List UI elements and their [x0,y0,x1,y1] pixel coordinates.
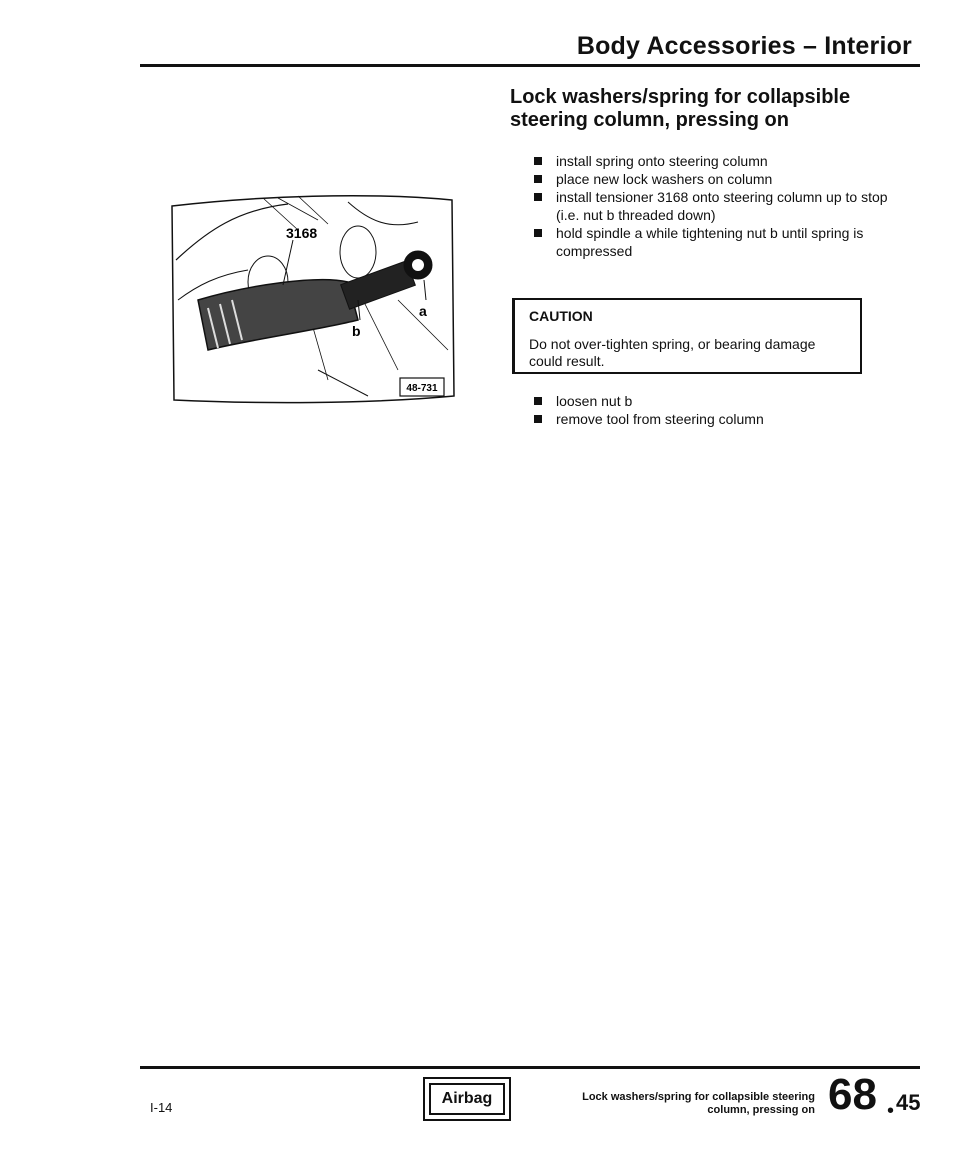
tensioner-illustration [168,190,456,405]
section-title-line-1: Lock washers/spring for collapsible [510,86,851,108]
instruction-step: loosen nut b [530,392,910,410]
label-a: a [419,303,427,319]
figure-code: 48-731 [406,383,438,394]
section-title [510,86,930,132]
instruction-list-before [530,152,910,260]
header-rule [140,64,920,67]
caution-text: Do not over-tighten spring, or bearing damage could result. [529,336,816,369]
footer-rule [140,1066,920,1069]
leader-line-a [424,280,426,300]
switch-ring [340,226,376,278]
steering-column-drawing [168,190,456,405]
column-housing-lines [318,370,368,396]
caution-label: CAUTION [529,308,593,324]
page-header-title: Body Accessories – Interior [576,32,912,60]
instruction-step: remove tool from steering column [530,410,910,428]
instruction-step: hold spindle a while tightening nut b until spring is compressed [530,224,910,260]
caution-box [512,298,862,374]
airbag-tab-label: Airbag [429,1083,505,1115]
instruction-step: install spring onto steering column [530,152,910,170]
chapter-number: 68 [828,1070,877,1119]
footer-description-line-2: column, pressing on [707,1104,815,1116]
instruction-list-after [530,392,910,428]
footer-page-code: I-14 [150,1100,173,1115]
tool-label: 3168 [286,225,318,241]
instruction-step: place new lock washers on column [530,170,910,188]
trim-panel-edge [176,204,288,260]
footer-description [535,1091,815,1117]
footer-description-line-1: Lock washers/spring for collapsible steering [582,1091,815,1103]
chapter-separator: • [887,1100,895,1122]
page-number: 45 [896,1090,921,1115]
instruction-step: install tensioner 3168 onto steering column up to stop (i.e. nut b threaded down) [530,188,910,224]
label-b: b [352,323,361,339]
spindle-end-a [412,259,424,271]
airbag-tab [423,1077,511,1121]
section-title-line-2: steering column, pressing on [510,109,789,131]
dash-edge [348,202,418,225]
